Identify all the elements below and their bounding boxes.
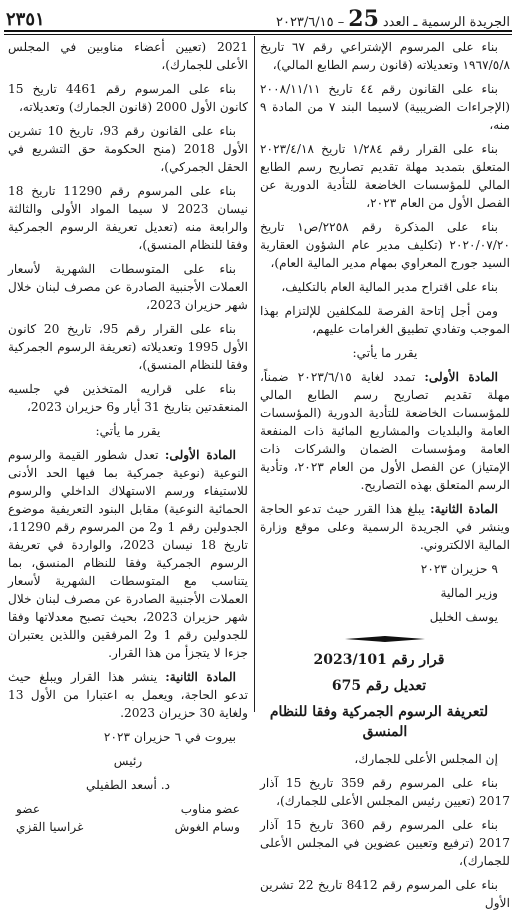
header-rule bbox=[4, 30, 512, 32]
article-label: المادة الثانية: bbox=[165, 670, 236, 684]
article-text: تعدل شطور القيمة والرسوم النوعية (نوعية جمركية بما فيها الحد الأدنى للاستيفاء ورسم الاستهلاك الداخلي والرسوم الحمائية النوعية) مقابل البنود التعريفية موضوع الجدولين رقم 1 و2 من المرسوم رقم 11290، تاريخ 18 نيسان 2023، والواردة في تعريفة الرسوم الجمركية وفقا للنظام المنسق، بما يتناسب مع المتوسطات الشهرية لأسعار العملات الأجنبية الصادرة عن مصرف لبنان خلال شهر حزيران 2023، بحيث تصبح معدلاتها وفقا للجدولين رقم 1 و2 المرفقين واللذين يعتبران جزءا لا يتجزأ من هذا القرار. bbox=[8, 448, 248, 660]
page-header bbox=[6, 4, 510, 30]
paragraph: 2021 (تعيين أعضاء مناوبين في المجلس الأعلى للجمارك)، bbox=[8, 40, 248, 72]
article-1 bbox=[260, 368, 510, 494]
article-label: المادة الثانية: bbox=[430, 502, 498, 516]
paragraph: بناء على قراريه المتخذين في جلسيه المنعقدتين بتاريخ 31 أيار و6 حزيران 2023، bbox=[8, 382, 248, 414]
amendment-number: تعديل رقم 675 bbox=[331, 678, 427, 694]
column-divider bbox=[254, 36, 255, 712]
article-2 bbox=[8, 668, 248, 722]
article-text: يبلغ هذا القرر حيث تدعو الحاجة وينشر في الجريدة الرسمية وعلى موقع وزارة المالية الالكتروني. bbox=[260, 502, 510, 552]
article-text: ينشر هذا القرار ويبلغ حيث تدعو الحاجة، ويعمل به اعتبارا من الأول 13 ولغاية 30 حزيران 2023. bbox=[8, 670, 248, 720]
left-column bbox=[8, 38, 248, 836]
decision-number: قرار رقم 2023/101 bbox=[313, 652, 445, 668]
signature-title: وزير المالية bbox=[440, 586, 498, 600]
paragraph: بناء على القرار رقم 95، تاريخ 20 كانون الأول 1995 وتعديلاته (تعريفة الرسوم الجمركية وفقا للنظام المنسق)، bbox=[8, 322, 248, 372]
paragraph: بناء على المرسوم رقم 8412 تاريخ 22 تشرين الأول bbox=[260, 878, 510, 910]
paragraph: بناء على المرسوم رقم 11290 تاريخ 18 نيسان 2023 لا سيما المواد الأولى والثالثة والرابعة منه (تعديل تعريفة الرسوم الجمركية وفقا للنظام المنسق)، bbox=[8, 184, 249, 252]
chair-name: د. أسعد الطفيلي bbox=[85, 778, 171, 792]
decides-heading: يقرر ما يأتي: bbox=[352, 346, 418, 360]
signature-name: يوسف الخليل bbox=[429, 610, 498, 624]
members-titles bbox=[16, 800, 240, 818]
article-label: المادة الأولى: bbox=[424, 370, 499, 384]
page-number: ٢٣٥١ bbox=[6, 9, 45, 30]
place-date: بيروت في ٦ حزيران ٢٠٢٣ bbox=[103, 730, 236, 744]
paragraph: بناء على القانون رقم ٤٤ تاريخ ٢٠٠٨/١١/١١ (الإجراءات الضريبية) لاسيما البند ٧ من المادة ٩ منه، bbox=[260, 82, 511, 132]
issue-number: 25 bbox=[348, 6, 379, 32]
paragraph: بناء على المتوسطات الشهرية لأسعار العملات الأجنبية الصادرة عن مصرف لبنان خلال شهر حزيران 2023، bbox=[8, 262, 248, 312]
paragraph: ومن أجل إتاحة الفرصة للمكلفين للإلتزام بهذا الموجب وتفادي تطبيق الغرامات عليهم، bbox=[260, 304, 510, 336]
paragraph: بناء على المرسوم رقم 360 تاريخ 15 آذار 2017 (ترفيع وتعيين عضوين في المجلس الأعلى للجمارك)، bbox=[260, 818, 510, 868]
signature-date: ٩ حزيران ٢٠٢٣ bbox=[420, 562, 498, 576]
article-text: تمدد لغاية ٢٠٢٣/٦/١٥ ضمناً، مهلة تقديم تصاريح رسم الطابع المالي للمؤسسات الخاضعة للتأدية الدورية (المؤسسات العامة والبلديات والمشاريع المائية ذات المنفعة العامة ومؤسسات الضمان والشركات ذات الإمتياز) عن الفصل الأول من العام ٢٠٢٣، وتأدية الرسم المتعلق بهذه التصاريح. bbox=[260, 370, 510, 492]
paragraph: بناء على المرسوم الإشتراعي رقم ٦٧ تاريخ ١٩٦٧/٥/٨ وتعديلاته (قانون رسم الطابع المالي)، bbox=[260, 40, 510, 72]
journal-header bbox=[276, 8, 510, 30]
paragraph: بناء على المرسوم رقم 359 تاريخ 15 آذار 2017 (تعيين رئيس المجلس الأعلى للجمارك)، bbox=[260, 776, 510, 808]
decision-subject: لتعريفة الرسوم الجمركية وفقا للنظام المنسق bbox=[269, 704, 489, 740]
header-rule-thin bbox=[4, 34, 512, 35]
article-2 bbox=[260, 500, 510, 554]
paragraph: بناء على القانون رقم 93، تاريخ 10 تشرين الأول 2018 (منح الحكومة حق التشريع في الحقل الجمركي)، bbox=[8, 124, 248, 174]
issue-date: – ٢٠٢٣/٦/١٥ bbox=[275, 15, 345, 30]
member-name: وسام الغوش bbox=[174, 820, 240, 834]
right-column bbox=[260, 38, 510, 918]
article-1 bbox=[8, 446, 248, 662]
members-names bbox=[16, 818, 240, 836]
section-divider-ornament bbox=[345, 636, 425, 642]
paragraph: بناء على القرار رقم ١/٢٨٤ تاريخ ٢٠٢٣/٤/١٨ المتعلق بتمديد مهلة تقديم تصاريح رسم الطابع المالي للمؤسسات الخاضعة للتأدية الدورية عن الفصل الأول من العام ٢٠٢٣، bbox=[260, 142, 510, 210]
member-title: عضو مناوب bbox=[180, 802, 240, 816]
decides-heading: يقرر ما يأتي: bbox=[95, 424, 161, 438]
member-name: غراسيا القزي bbox=[16, 820, 84, 834]
chair-title: رئيس bbox=[113, 754, 143, 768]
article-label: المادة الأولى: bbox=[164, 448, 236, 462]
paragraph: بناء على المذكرة رقم ٢٢٥٨/ص١ تاريخ ٢٠٢٠/٠٧/٢٠ (تكليف مدير عام الشؤون العقارية السيد جورج المعراوي بمهام مدير المالية العام)، bbox=[260, 220, 510, 270]
journal-name: الجريدة الرسمية ـ العدد bbox=[382, 15, 510, 30]
paragraph: بناء على المرسوم رقم 4461 تاريخ 15 كانون الأول 2000 (قانون الجمارك) وتعديلاته، bbox=[8, 82, 248, 114]
paragraph: إن المجلس الأعلى للجمارك، bbox=[354, 752, 498, 766]
member-title: عضو bbox=[16, 802, 41, 816]
paragraph: بناء على اقتراح مدير المالية العام بالتكليف، bbox=[281, 280, 498, 294]
